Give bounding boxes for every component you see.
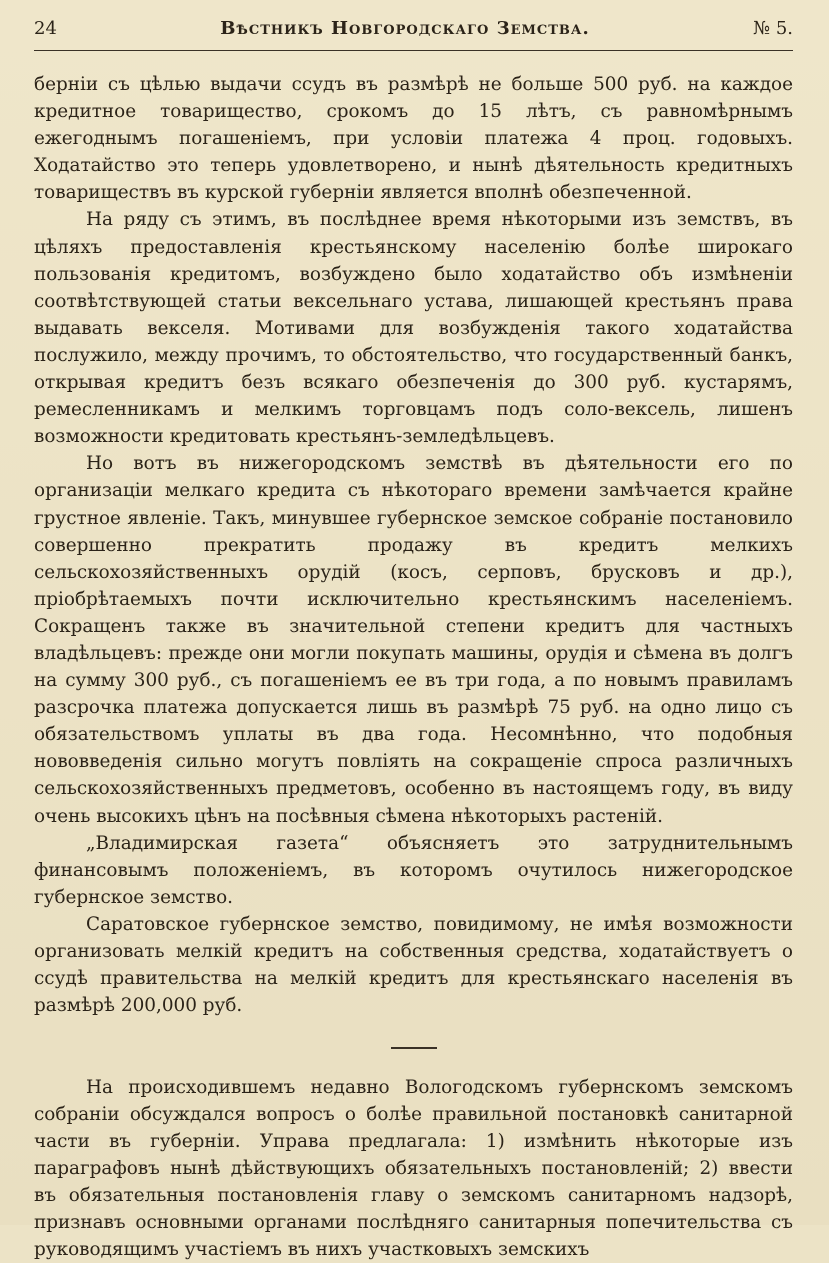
paragraph: На ряду съ этимъ, въ послѣднее время нѣкоторыми изъ земствъ, въ цѣляхъ предоставленія крестьянскому населенію болѣе широкаго пользованія кредитомъ, возбуждено было ходатайство объ измѣненіи соотвѣтствующей статьи вексельнаго устава, лишающей крестьянъ права выдавать векселя. Мотивами для возбужденія такого ходатайства послужило, между прочимъ, то обстоятельство, что государственный банкъ, открывая кредитъ безъ всякаго обезпеченія до 300 руб. кустарямъ, ремесленникамъ и мелкимъ торговцамъ подъ соло-вексель, лишенъ возможности кредитовать крестьянъ-земледѣльцевъ. (34, 209, 793, 448)
article-section-credit (34, 71, 793, 1019)
paragraph: „Владимирская газета“ объясняетъ это затруднительнымъ финансовымъ положеніемъ, въ которомъ очутилось нижегородское губернское земство. (34, 832, 793, 908)
running-header (34, 18, 793, 51)
issue-number: № 5. (753, 18, 793, 39)
paragraph: Саратовское губернское земство, повидимому, не имѣя возможности организовать мелкій кредитъ на собственныя средства, ходатайствуетъ о ссудѣ правительства на мелкій кредитъ для крестьянскаго населенія въ размѣрѣ 200,000 руб. (34, 913, 793, 1017)
section-divider (391, 1047, 437, 1049)
article-section-sanitary (34, 1074, 793, 1263)
paragraph: Но вотъ въ нижегородскомъ земствѣ въ дѣятельности его по организаціи мелкаго кредита съ нѣкотораго времени замѣчается крайне грустное явленіе. Такъ, минувшее губернское земское собраніе постановило совершенно прекратить продажу въ кредитъ мелкихъ сельскохозяйственныхъ орудій (косъ, серповъ, брусковъ и др.), пріобрѣтаемыхъ почти исключительно крестьянскимъ населеніемъ. Сокращенъ также въ значительной степени кредитъ для частныхъ владѣльцевъ: прежде они могли покупать машины, орудія и сѣмена въ долгъ на сумму 300 руб., съ погашеніемъ ее въ три года, а по новымъ правиламъ разсрочка платежа допускается лишь въ размѣрѣ 75 руб. на одно лицо съ обязательствомъ уплаты въ два года. Несомнѣнно, что подобныя нововведенія сильно могутъ повліять на сокращеніе спроса различныхъ сельскохозяйственныхъ предметовъ, особенно въ настоящемъ году, въ виду очень высокихъ цѣнъ на посѣвныя сѣмена нѣкоторыхъ растеній. (34, 453, 793, 827)
journal-title: Вѣстникъ Новгородскаго Земства. (220, 18, 590, 39)
page-number: 24 (34, 18, 57, 39)
paragraph: На происходившемъ недавно Вологодскомъ губернскомъ земскомъ собраніи обсуждался вопросъ о болѣе правильной постановкѣ санитарной части въ губерніи. Управа предлагала: 1) измѣнить нѣкоторые изъ параграфовъ нынѣ дѣйствующихъ обязательныхъ постановленій; 2) ввести въ обязательныя постановленія главу о земскомъ санитарномъ надзорѣ, признавъ основными органами послѣдняго санитарныя попечительства съ руководящимъ участіемъ въ нихъ участковыхъ земскихъ (34, 1076, 793, 1261)
paragraph-continued: берніи съ цѣлью выдачи ссудъ въ размѣрѣ не больше 500 руб. на каждое кредитное товарищество, срокомъ до 15 лѣтъ, съ равномѣрнымъ ежегоднымъ погашеніемъ, при условіи платежа 4 проц. годовыхъ. Ходатайство это теперь удовлетворено, и нынѣ дѣятельность кредитныхъ товариществъ въ курской губерніи является вполнѣ обезпеченной. (34, 74, 793, 204)
